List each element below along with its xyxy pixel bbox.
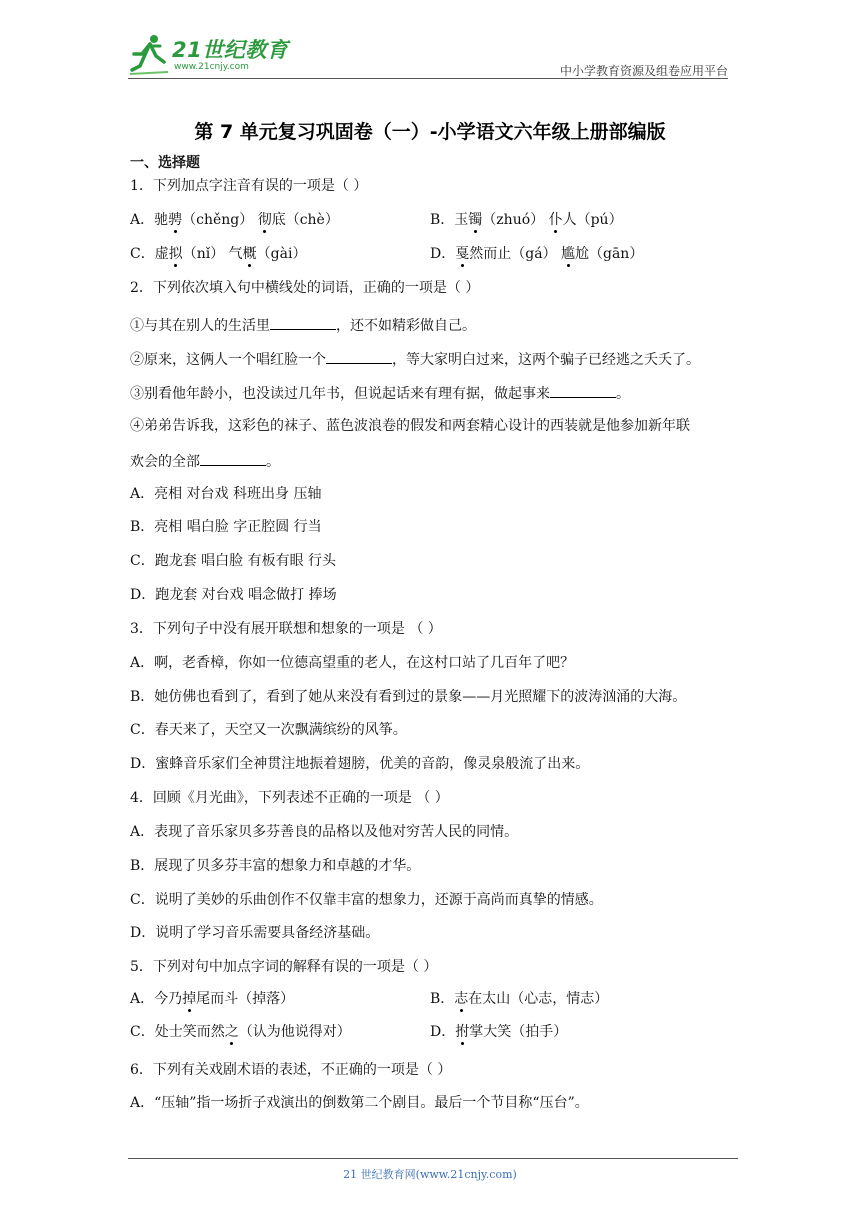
q6-option-a: A．“压轴”指一场折子戏演出的倒数第二个剧目。最后一个节目称“压台”。 [130, 1095, 589, 1111]
q2-option-a: A．亮相 对台戏 科班出身 压轴 [130, 486, 322, 502]
q3-option-a: A．啊，老香樟，你如一位德高望重的老人，在这村口站了几百年了吧？ [130, 655, 575, 671]
q4-option-a: A．表现了音乐家贝多芬善良的品格以及他对穷苦人民的同情。 [130, 824, 519, 840]
fill-blank [270, 315, 336, 330]
q2-sentence-1: ①与其在别人的生活里 ，还不如精彩做自己。 [130, 315, 476, 335]
q1-option-d: D．戛然而止（gá） 尴尬（gān） [430, 246, 644, 262]
fill-blank [550, 383, 616, 398]
footer-link[interactable]: 21 世纪教育网(www.21cnjy.com) [343, 1168, 517, 1181]
q5-option-b: B．志在太山（心志，情志） [430, 991, 609, 1007]
q1-option-b: B．玉镯（zhuó） 仆人（pú） [430, 212, 623, 228]
header-divider [128, 78, 728, 79]
q5-option-c: C．处士笑而然之（认为他说得对） [130, 1024, 351, 1040]
logo-text: 21世纪教育 [172, 38, 289, 62]
q2-option-d: D．跑龙套 对台戏 唱念做打 捧场 [130, 587, 337, 603]
runner-icon [128, 32, 172, 76]
question-3-stem: 3．下列句子中没有展开联想和想象的一项是 （ ） [130, 621, 442, 637]
q4-option-d: D．说明了学习音乐需要具备经济基础。 [130, 925, 380, 941]
footer-divider [128, 1158, 738, 1159]
q2-sentence-4: ④弟弟告诉我，这彩色的袜子、蓝色波浪卷的假发和两套精心设计的西装就是他参加新年联 [130, 418, 690, 434]
q2-option-b: B．亮相 唱白脸 字正腔圆 行当 [130, 519, 322, 535]
fill-blank [326, 349, 392, 364]
fill-blank [200, 451, 266, 466]
question-2-stem: 2．下列依次填入句中横线处的词语，正确的一项是（ ） [130, 280, 480, 296]
q4-option-c: C．说明了美妙的乐曲创作不仅靠丰富的想象力，还源于高尚而真挚的情感。 [130, 892, 603, 908]
q5-option-a: A．今乃掉尾而斗（掉落） [130, 991, 295, 1007]
question-6-stem: 6．下列有关戏剧术语的表述，不正确的一项是（ ） [130, 1062, 452, 1078]
question-1-stem: 1．下列加点字注音有误的一项是（ ） [130, 178, 368, 194]
q2-sentence-2: ②原来，这俩人一个唱红脸一个 ，等大家明白过来，这两个骗子已经逃之夭夭了。 [130, 349, 700, 369]
header-platform-text: 中小学教育资源及组卷应用平台 [559, 64, 728, 78]
question-4-stem: 4．回顾《月光曲》，下列表述不正确的一项是 （ ） [130, 790, 449, 806]
q3-option-c: C．春天来了，天空又一次飘满缤纷的风筝。 [130, 722, 407, 738]
question-5-stem: 5．下列对句中加点字词的解释有误的一项是（ ） [130, 959, 438, 975]
q2-sentence-3: ③别看他年龄小，也没读过几年书，但说起话来有理有据，做起事来 。 [130, 383, 630, 403]
q3-option-b: B．她仿佛也看到了，看到了她从来没有看到过的景象——月光照耀下的波涛汹涌的大海。 [130, 689, 687, 705]
q4-option-b: B．展现了贝多芬丰富的想象力和卓越的才华。 [130, 858, 421, 874]
page-header [128, 30, 728, 78]
q2-sentence-4-cont: 欢会的全部 。 [130, 451, 280, 471]
q1-option-a: A．驰骋（chěng） 彻底（chè） [130, 212, 339, 228]
site-logo[interactable] [128, 30, 298, 78]
q5-option-d: D．拊掌大笑（拍手） [430, 1024, 568, 1040]
q3-option-d: D．蜜蜂音乐家们全神贯注地振着翅膀，优美的音韵，像灵泉般流了出来。 [130, 756, 590, 772]
page-title: 第 7 单元复习巩固卷（一）-小学语文六年级上册部编版 [194, 121, 666, 143]
q2-option-c: C．跑龙套 唱白脸 有板有眼 行头 [130, 553, 337, 569]
section-heading: 一、选择题 [130, 155, 200, 171]
logo-url: www.21cnjy.com [174, 62, 249, 72]
q1-option-c: C．虚拟（nǐ） 气概（gài） [130, 246, 307, 262]
